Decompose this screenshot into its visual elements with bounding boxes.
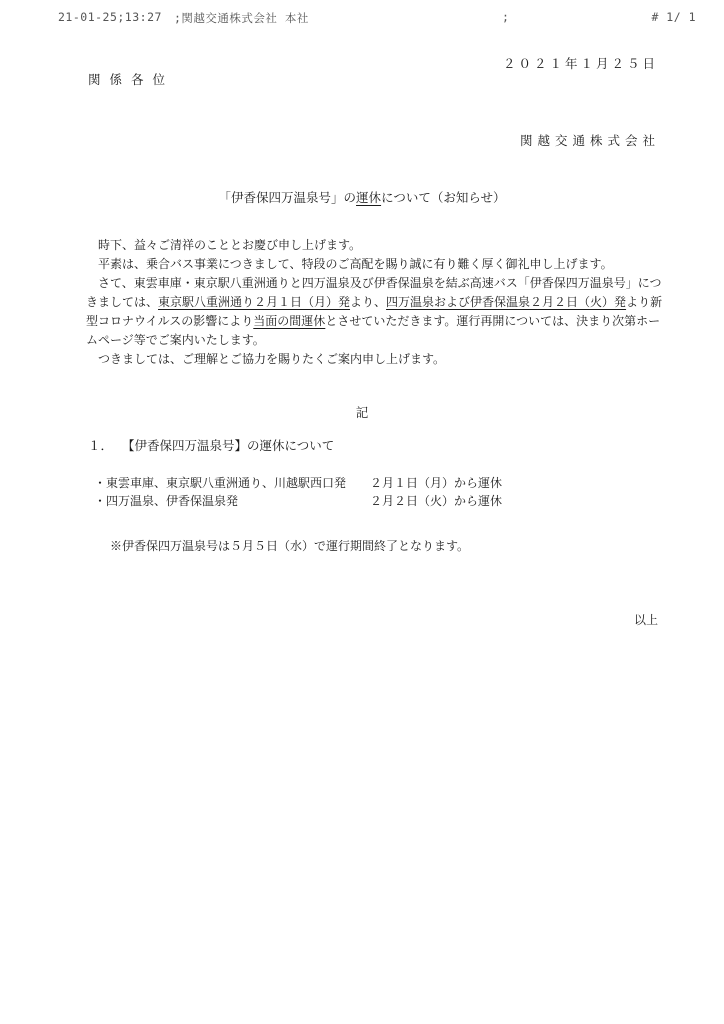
suspension-schedule bbox=[94, 474, 534, 510]
closing-word: 以上 bbox=[633, 613, 658, 627]
announcement-underline-2: 四万温泉および伊香保温泉２月２日（火）発 bbox=[386, 295, 627, 309]
announcement-paragraph bbox=[86, 274, 666, 350]
schedule-row bbox=[94, 492, 534, 510]
fax-timestamp: 21-01-25;13:27 bbox=[58, 10, 162, 24]
fax-page-number: # 1/ 1 bbox=[651, 10, 696, 24]
service-end-note: ※伊香保四万温泉号は５月５日（水）で運行期間終了となります。 bbox=[110, 539, 470, 553]
ki-marker: 記 bbox=[355, 405, 369, 420]
title-after: について（お知らせ） bbox=[381, 190, 506, 205]
schedule-row bbox=[94, 474, 534, 492]
schedule-date: ２月１日（月）から運休 bbox=[370, 476, 503, 490]
thanks-paragraph: 平素は、乗合バス事業につきまして、特段のご高配を賜り誠に有り難く厚く御礼申し上げます。 bbox=[98, 257, 613, 271]
section-title: 【伊香保四万温泉号】の運休について bbox=[122, 438, 335, 453]
section-number: １． bbox=[88, 438, 114, 453]
closing-request-paragraph: つきましては、ご理解とご協力を賜りたくご案内申し上げます。 bbox=[98, 352, 446, 366]
company-name: 関越交通株式会社 bbox=[519, 133, 660, 148]
section-heading bbox=[88, 436, 334, 454]
fax-separator: ; bbox=[502, 10, 510, 24]
schedule-date: ２月２日（火）から運休 bbox=[370, 494, 503, 508]
title-before: 「伊香保四万温泉号」の bbox=[218, 190, 357, 205]
announcement-text-2: より、 bbox=[350, 295, 387, 309]
announcement-text-3: より新型コロナウイルスの影響により bbox=[86, 295, 663, 328]
schedule-stops: ・東雲車庫、東京駅八重洲通り、川越駅西口発 bbox=[94, 476, 347, 490]
addressee: 関係各位 bbox=[88, 72, 175, 87]
announcement-text-1: さて、東雲車庫・東京駅八重洲通りと四万温泉及び伊香保温泉を結ぶ高速バス「伊香保四万温泉号」につきましては、 bbox=[86, 276, 662, 309]
document-date: ２０２１年１月２５日 bbox=[502, 56, 658, 71]
title-underlined: 運休 bbox=[356, 190, 382, 205]
document-title bbox=[0, 188, 724, 206]
announcement-underline-3: 当面の間運休 bbox=[253, 314, 326, 328]
greeting-paragraph: 時下、益々ご清祥のこととお慶び申し上げます。 bbox=[98, 238, 362, 252]
announcement-text-4: とさせていただきます。運行再開については、決まり次第ホームページ等でご案内いたします。 bbox=[86, 314, 661, 347]
fax-header bbox=[58, 10, 696, 26]
schedule-stops: ・四万温泉、伊香保温泉発 bbox=[94, 494, 239, 508]
fax-sender: ;関越交通株式会社 本社 bbox=[174, 11, 309, 25]
announcement-underline-1: 東京駅八重洲通り２月１日（月）発 bbox=[158, 295, 351, 309]
document-body bbox=[86, 236, 666, 369]
